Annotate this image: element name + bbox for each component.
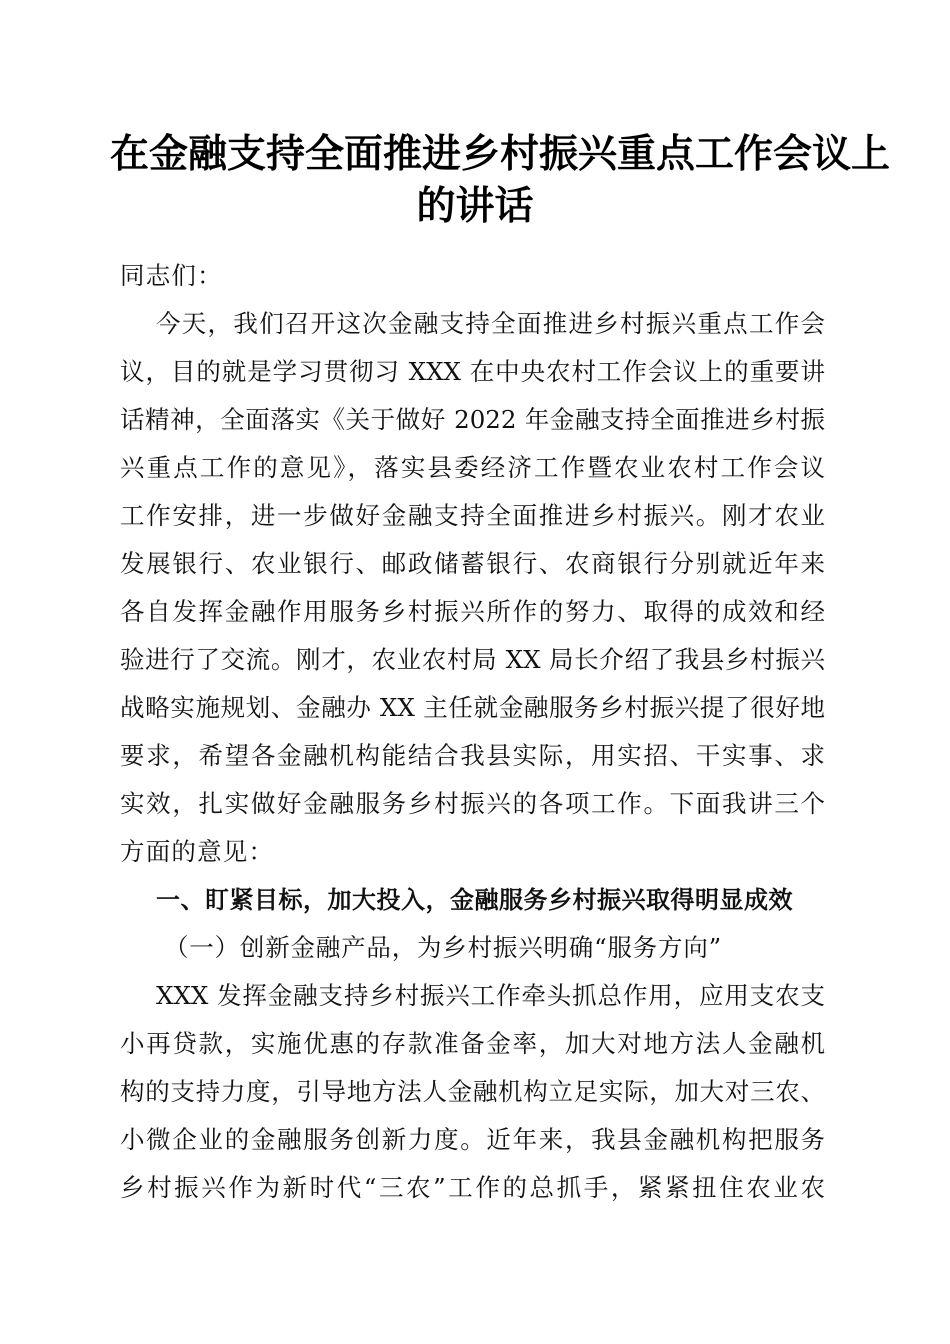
paragraph-line: 构的支持力度，引导地方法人金融机构立足实际，加大对三农、 xyxy=(120,1077,825,1106)
paragraph-line: 小微企业的金融服务创新力度。近年来，我县金融机构把服务 xyxy=(120,1125,825,1154)
salutation: 同志们： xyxy=(120,261,223,290)
paragraph-line: 发展银行、农业银行、邮政储蓄银行、农商银行分别就近年来 xyxy=(120,549,825,578)
paragraph-line: 乡村振兴作为新时代“三农”工作的总抓手，紧紧扭住农业农 xyxy=(120,1173,825,1202)
paragraph-line: 验进行了交流。刚才，农业农村局 XX 局长介绍了我县乡村振兴 xyxy=(120,645,825,674)
document-body xyxy=(120,252,825,1212)
title-line-1: 在金融支持全面推进乡村振兴重点工作会议上 xyxy=(110,131,891,177)
paragraph-line: 方面的意见： xyxy=(120,837,275,866)
paragraph-line: 战略实施规划、金融办 XX 主任就金融服务乡村振兴提了很好地 xyxy=(120,693,825,722)
paragraph-line: 话精神，全面落实《关于做好 2022 年金融支持全面推进乡村振 xyxy=(120,405,825,434)
paragraph-line: 议，目的就是学习贯彻习 XXX 在中央农村工作会议上的重要讲 xyxy=(120,357,825,386)
paragraph-line: XXX 发挥金融支持乡村振兴工作牵头抓总作用，应用支农支 xyxy=(156,981,825,1010)
subsection-heading: （一）创新金融产品，为乡村振兴明确“服务方向” xyxy=(164,933,722,962)
paragraph-line: 兴重点工作的意见》，落实县委经济工作暨农业农村工作会议 xyxy=(120,453,825,482)
document-title xyxy=(110,128,891,232)
paragraph-line: 实效，扎实做好金融服务乡村振兴的各项工作。下面我讲三个 xyxy=(120,789,825,818)
title-line-2: 的讲话 xyxy=(416,183,534,229)
section-heading: 一、盯紧目标，加大投入，金融服务乡村振兴取得明显成效 xyxy=(156,886,793,914)
paragraph-line: 工作安排，进一步做好金融支持全面推进乡村振兴。刚才农业 xyxy=(120,501,825,530)
paragraph-line: 今天，我们召开这次金融支持全面推进乡村振兴重点工作会 xyxy=(156,309,825,338)
paragraph-line: 要求，希望各金融机构能结合我县实际，用实招、干实事、求 xyxy=(120,741,825,770)
paragraph-line: 各自发挥金融作用服务乡村振兴所作的努力、取得的成效和经 xyxy=(120,597,825,626)
paragraph-line: 小再贷款，实施优惠的存款准备金率，加大对地方法人金融机 xyxy=(120,1029,825,1058)
